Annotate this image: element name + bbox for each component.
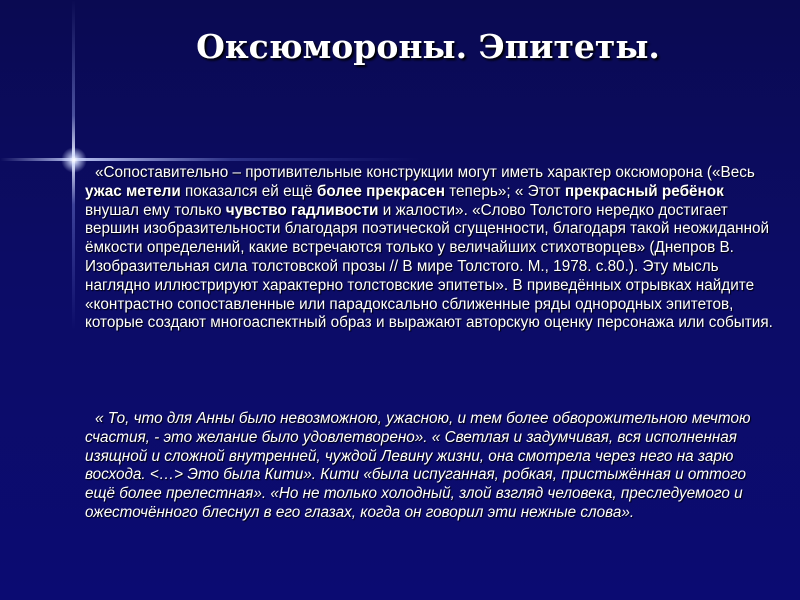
- paragraph-2-text: « То, что для Анны было невозможною, ужасною, и тем более обворожительною мечтою счастия, - это желание было удовлетворено». « Светлая и задумчивая, вся исполненная изящной и сложной внутренней, чуждой Левину жизни, она смотрела через него на зарю восхода. <…> Это была Кити». Кити «была испуганная, робкая, пристыжённая и оттого ещё более прелестная». «Но не только холодный, злой взгляд человека, преследуемого и ожесточённого блеснул в его глазах, когда он говорил эти нежные слова».: [85, 410, 751, 521]
- paragraph-1-bold-4: чувство гадливости: [225, 201, 379, 219]
- body-paragraph-1: [85, 164, 775, 333]
- paragraph-1-text-4: внушал ему только: [85, 201, 226, 219]
- paragraph-1-text-3: теперь»; « Этот: [444, 182, 565, 200]
- paragraph-1-text-5: и жалости». «Слово Толстого нередко достигает вершин изобразительности благодаря поэтической сгущенности, благодаря такой неожиданной ёмкости определений, какие встречаются только у величайших стихотворцев» (Днепров В. Изобразительная сила толстовской прозы // В мире Толстого. М., 1978. с.80.). Эту мысль наглядно иллюстрируют характерно толстовские эпитеты». В приведённых отрывках найдите «контрастно сопоставленные или парадоксально сближенные ряды однородных эпитетов, которые создают многоаспектный образ и выражают авторскую оценку персонажа или события.: [85, 201, 773, 332]
- slide-title: Оксюмороны. Эпитеты.: [196, 27, 660, 66]
- body-paragraph-2: [85, 410, 775, 523]
- paragraph-1-bold-1: ужас метели: [85, 182, 181, 200]
- paragraph-1-bold-3: прекрасный ребёнок: [564, 182, 724, 200]
- light-flare-center: [61, 147, 87, 173]
- paragraph-1-text-2: показался ей ещё: [180, 182, 317, 200]
- paragraph-1-text-1: «Сопоставительно – противительные конструкции могут иметь характер оксюморона («Весь: [95, 164, 755, 181]
- paragraph-1-bold-2: более прекрасен: [316, 182, 445, 200]
